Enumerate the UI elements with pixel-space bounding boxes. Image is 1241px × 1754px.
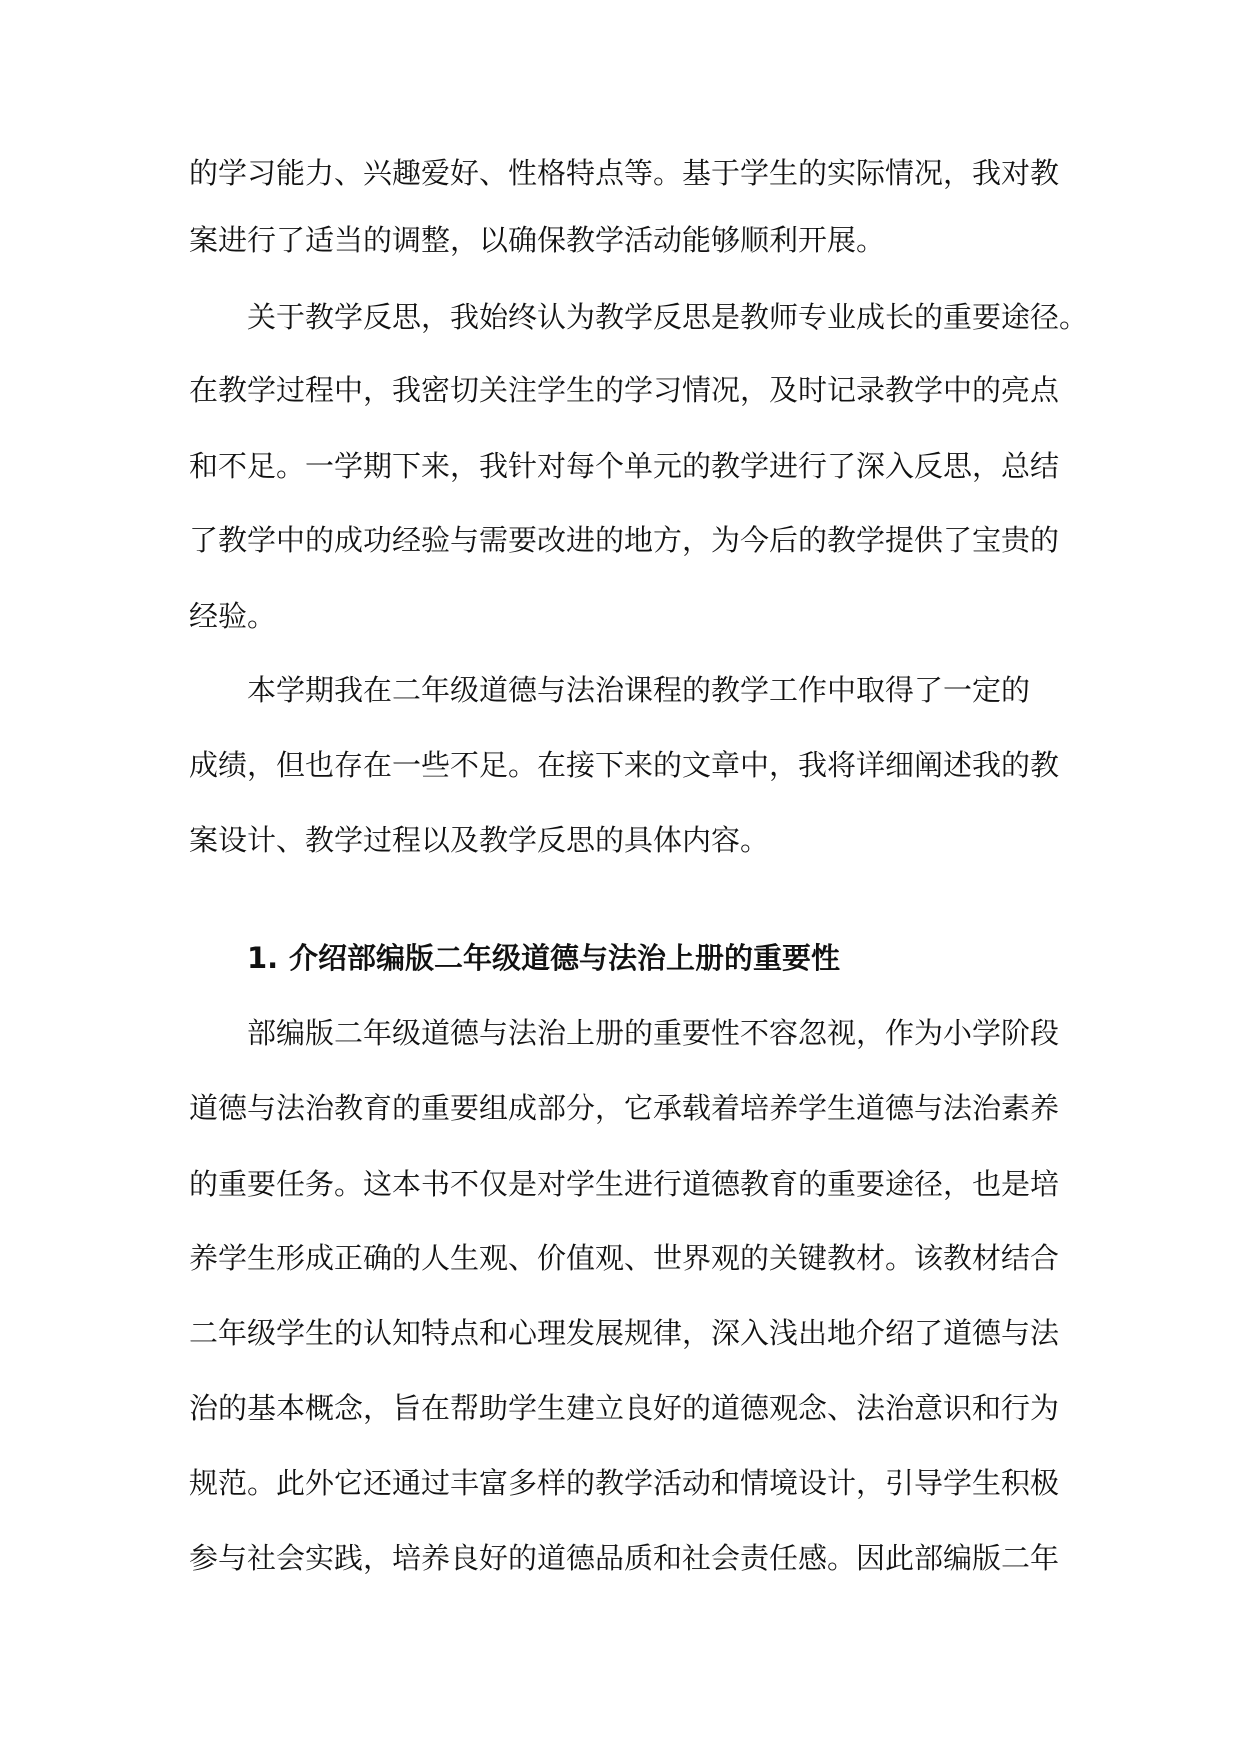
section-line-5: 二年级学生的认知特点和心理发展规律，深入浅出地介绍了道德与法 bbox=[189, 1316, 1060, 1350]
paragraph-2-line-4: 了教学中的成功经验与需要改进的地方，为今后的教学提供了宝贵的 bbox=[189, 523, 1060, 557]
paragraph-2-line-3: 和不足。一学期下来，我针对每个单元的教学进行了深入反思，总结 bbox=[189, 449, 1060, 483]
section-number: 1. bbox=[247, 941, 279, 975]
paragraph-1-line-1: 的学习能力、兴趣爱好、性格特点等。基于学生的实际情况，我对教 bbox=[189, 156, 1060, 190]
section-line-1: 部编版二年级道德与法治上册的重要性不容忽视，作为小学阶段 bbox=[247, 1016, 1060, 1050]
paragraph-2-line-2: 在教学过程中，我密切关注学生的学习情况，及时记录教学中的亮点 bbox=[189, 373, 1060, 407]
paragraph-2-line-1: 关于教学反思，我始终认为教学反思是教师专业成长的重要途径。 bbox=[247, 300, 1089, 334]
section-title: 介绍部编版二年级道德与法治上册的重要性 bbox=[289, 941, 841, 975]
paragraph-3-line-2: 成绩，但也存在一些不足。在接下来的文章中，我将详细阐述我的教 bbox=[189, 748, 1060, 782]
section-line-7: 规范。此外它还通过丰富多样的教学活动和情境设计，引导学生积极 bbox=[189, 1466, 1060, 1500]
section-heading bbox=[247, 938, 840, 978]
section-line-4: 养学生形成正确的人生观、价值观、世界观的关键教材。该教材结合 bbox=[189, 1241, 1060, 1275]
paragraph-1-line-2: 案进行了适当的调整，以确保教学活动能够顺利开展。 bbox=[189, 223, 886, 257]
section-line-6: 治的基本概念，旨在帮助学生建立良好的道德观念、法治意识和行为 bbox=[189, 1391, 1060, 1425]
paragraph-3-line-1: 本学期我在二年级道德与法治课程的教学工作中取得了一定的 bbox=[247, 673, 1031, 707]
section-line-3: 的重要任务。这本书不仅是对学生进行道德教育的重要途径，也是培 bbox=[189, 1167, 1060, 1201]
section-line-8: 参与社会实践，培养良好的道德品质和社会责任感。因此部编版二年 bbox=[189, 1541, 1060, 1575]
paragraph-2-line-5: 经验。 bbox=[189, 599, 277, 633]
paragraph-3-line-3: 案设计、教学过程以及教学反思的具体内容。 bbox=[189, 823, 770, 857]
section-line-2: 道德与法治教育的重要组成部分，它承载着培养学生道德与法治素养 bbox=[189, 1091, 1060, 1125]
